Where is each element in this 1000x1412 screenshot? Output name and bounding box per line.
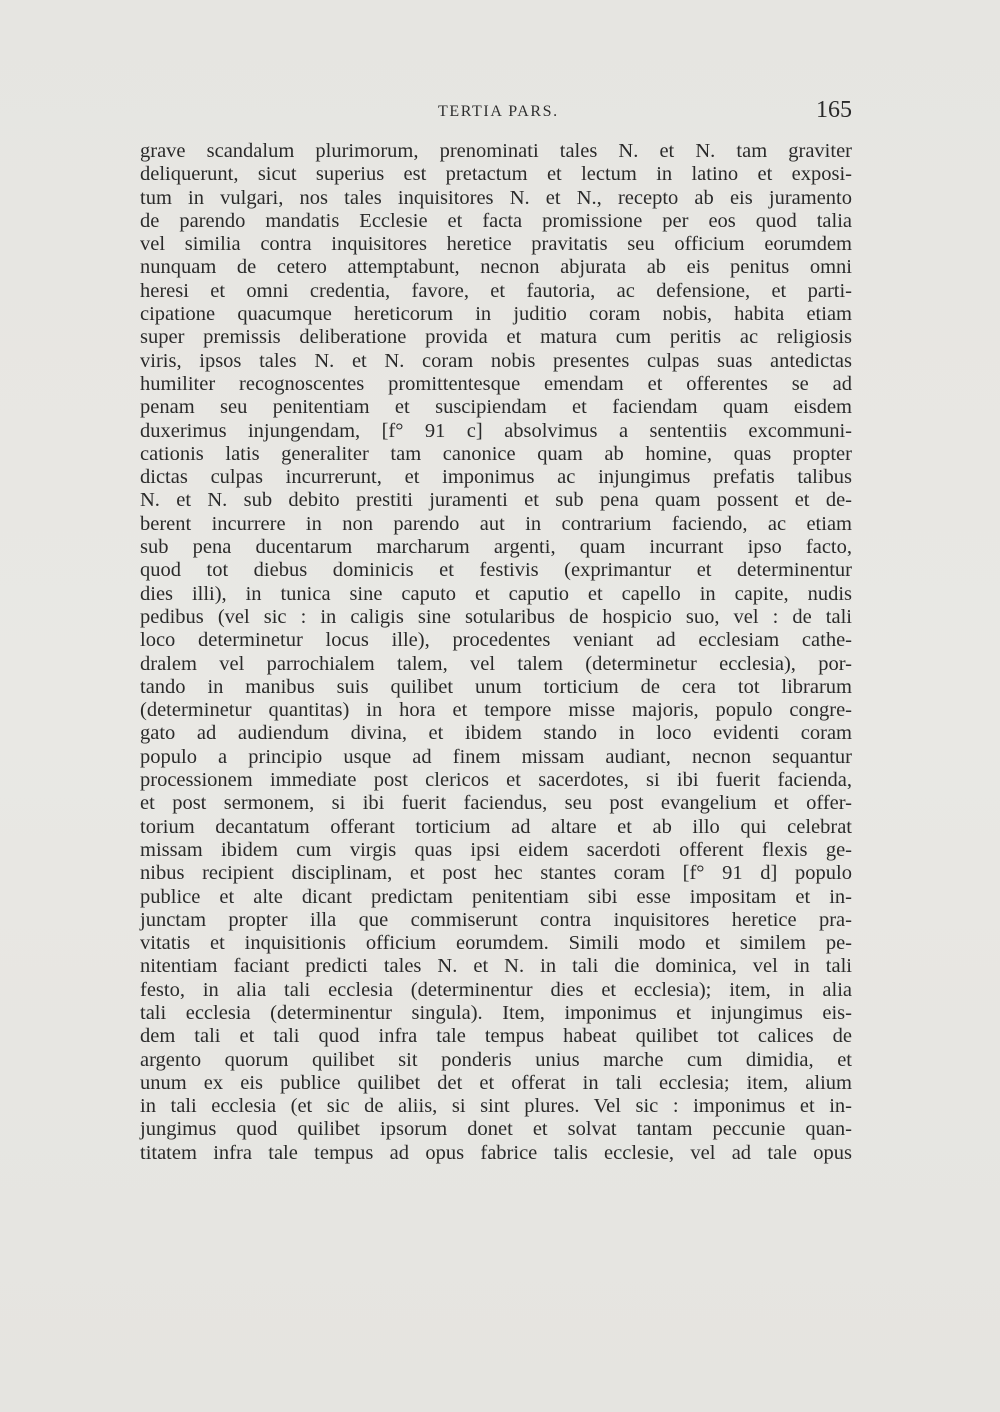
text-line: cationis latis generaliter tam canonice quam ab homine, quas propter	[140, 442, 852, 465]
text-line: dem tali et tali quod infra tale tempus habeat quilibet tot calices de	[140, 1025, 852, 1048]
text-line: junctam propter illa que commiserunt contra inquisitores heretice pra-	[140, 908, 852, 931]
text-body	[140, 140, 852, 1165]
text-line: heresi et omni credentia, favore, et fautoria, ac defensione, et parti-	[140, 279, 852, 302]
text-line: nibus recipient disciplinam, et post hec stantes coram [f° 91 d] populo	[140, 862, 852, 885]
text-line: torium decantatum offerant torticium ad altare et ab illo qui celebrat	[140, 815, 852, 838]
text-line: nitentiam faciant predicti tales N. et N. in tali die dominica, vel in tali	[140, 955, 852, 978]
text-line: gato ad audiendum divina, et ibidem stando in loco evidenti coram	[140, 722, 852, 745]
text-line: penam seu penitentiam et suscipiendam et faciendam quam eisdem	[140, 396, 852, 419]
text-line: unum ex eis publice quilibet det et offerat in tali ecclesia; item, alium	[140, 1071, 852, 1094]
text-line: de parendo mandatis Ecclesie et facta promissione per eos quod talia	[140, 209, 852, 232]
text-line: publice et alte dicant predictam penitentiam sibi esse impositam et in-	[140, 885, 852, 908]
text-line: populo a principio usque ad finem missam audiant, necnon sequantur	[140, 745, 852, 768]
text-line: dictas culpas incurrerunt, et imponimus ac injungimus prefatis talibus	[140, 466, 852, 489]
text-line: tando in manibus suis quilibet unum torticium de cera tot librarum	[140, 675, 852, 698]
text-line: berent incurrere in non parendo aut in contrarium faciendo, ac etiam	[140, 512, 852, 535]
running-head	[140, 97, 852, 133]
text-line: vitatis et inquisitionis officium eorumdem. Simili modo et similem pe-	[140, 932, 852, 955]
text-line: in tali ecclesia (et sic de aliis, si sint plures. Vel sic : imponimus et in-	[140, 1095, 852, 1118]
text-line: missam ibidem cum virgis quas ipsi eidem sacerdoti offerent flexis ge-	[140, 838, 852, 861]
text-line: sub pena ducentarum marcharum argenti, quam incurrant ipso facto,	[140, 536, 852, 559]
text-line: quod tot diebus dominicis et festivis (exprimantur et determinentur	[140, 559, 852, 582]
text-line: grave scandalum plurimorum, prenominati tales N. et N. tam graviter	[140, 140, 852, 162]
text-line: titatem infra tale tempus ad opus fabrice talis ecclesie, vel ad tale opus	[140, 1141, 852, 1164]
text-line: processionem immediate post clericos et sacerdotes, si ibi fuerit facienda,	[140, 769, 852, 792]
text-line: loco determinetur locus ille), procedentes veniant ad ecclesiam cathe-	[140, 629, 852, 652]
text-line: festo, in alia tali ecclesia (determinentur dies et ecclesia); item, in alia	[140, 978, 852, 1001]
running-title: TERTIA PARS.	[438, 103, 559, 120]
text-line: N. et N. sub debito prestiti juramenti et sub pena quam possent et de-	[140, 489, 852, 512]
text-line: et post sermonem, si ibi fuerit faciendus, seu post evangelium et offer-	[140, 792, 852, 815]
text-line: deliquerunt, sicut superius est pretactum et lectum in latino et exposi-	[140, 163, 852, 186]
text-line: viris, ipsos tales N. et N. coram nobis presentes culpas suas antedictas	[140, 349, 852, 372]
text-line: humiliter recognoscentes promittentesque emendam et offerentes se ad	[140, 372, 852, 395]
text-line: tali ecclesia (determinentur singula). Item, imponimus et injungimus eis-	[140, 1001, 852, 1024]
text-line: vel similia contra inquisitores heretice pravitatis seu officium eorumdem	[140, 233, 852, 256]
text-line: jungimus quod quilibet ipsorum donet et solvat tantam peccunie quan-	[140, 1118, 852, 1141]
text-line: tum in vulgari, nos tales inquisitores N. et N., recepto ab eis juramento	[140, 186, 852, 209]
text-line: dralem vel parrochialem talem, vel talem (determinetur ecclesia), por-	[140, 652, 852, 675]
text-line: cipatione quacumque hereticorum in juditio coram nobis, habita etiam	[140, 303, 852, 326]
text-line: nunquam de cetero attemptabunt, necnon abjurata ab eis penitus omni	[140, 256, 852, 279]
text-line: (determinetur quantitas) in hora et tempore misse majoris, populo congre-	[140, 699, 852, 722]
text-line: argento quorum quilibet sit ponderis unius marche cum dimidia, et	[140, 1048, 852, 1071]
text-line: dies illi), in tunica sine caputo et caputio et capello in capite, nudis	[140, 582, 852, 605]
text-line: pedibus (vel sic : in caligis sine sotularibus de hospicio suo, vel : de tali	[140, 605, 852, 628]
text-line: duxerimus injungendam, [f° 91 c] absolvimus a sententiis excommuni-	[140, 419, 852, 442]
text-line: super premissis deliberatione provida et matura cum peritis ac religiosis	[140, 326, 852, 349]
page-number: 165	[816, 97, 852, 123]
